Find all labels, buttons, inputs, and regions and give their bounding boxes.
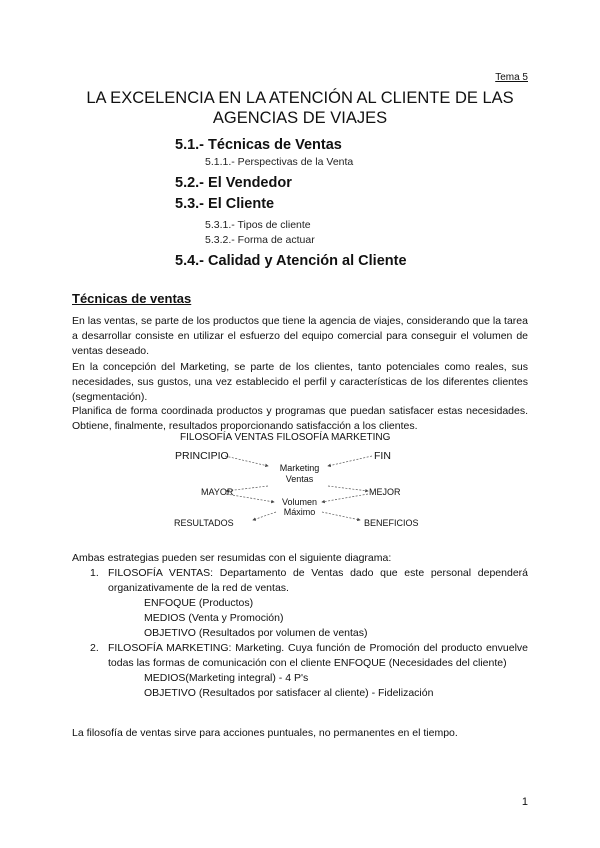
list-item-number: 1.: [90, 567, 99, 579]
list-subitem: ENFOQUE (Productos): [144, 597, 254, 609]
toc-section-5-3: 5.3.- El Cliente: [175, 196, 275, 212]
list-item-number: 2.: [90, 642, 99, 654]
paragraph-marketing: En la concepción del Marketing, se parte de los clientes, tanto potenciales como reales, sus necesidades, sus gustos, una vez establecido el perfil y características de los diferentes clientes (segmentación).: [72, 361, 528, 403]
arrow-fin-to-marketing: [328, 456, 372, 466]
diagram-beneficios: BENEFICIOS: [364, 518, 419, 528]
list-subitem: OBJETIVO (Resultados por volumen de ventas): [144, 627, 368, 639]
list-item-text: FILOSOFÍA MARKETING: Marketing. Cuya función de Promoción del producto envuelve todas las formas de comunicación con el cliente ENFOQUE (Necesidades del cliente): [108, 642, 528, 669]
topic-label: Tema 5: [495, 72, 528, 83]
list-item: [90, 566, 528, 596]
diagram-mayor: MAYOR: [201, 487, 234, 497]
list-subitem: MEDIOS(Marketing integral) - 4 P's: [144, 672, 309, 684]
toc-section-5-1: 5.1.- Técnicas de Ventas: [175, 137, 342, 153]
list-item-text: FILOSOFÍA VENTAS: Departamento de Ventas dado que este personal dependerá organizativamente de la red de ventas.: [108, 567, 528, 594]
toc-section-5-2: 5.2.- El Vendedor: [175, 175, 292, 191]
summary-intro: Ambas estrategias pueden ser resumidas con el siguiente diagrama:: [72, 552, 392, 564]
toc-subsection-5-1-1: 5.1.1.- Perspectivas de la Venta: [205, 156, 354, 168]
diagram-maximo: Máximo: [283, 507, 316, 517]
paragraph-sales: En las ventas, se parte de los productos que tiene la agencia de viajes, considerando que la tarea a desarrollar consiste en utilizar el esfuerzo del equipo comercial para conseguir el volumen de ventas deseado.: [72, 315, 528, 357]
arrow-mejor-to-volumen: [322, 494, 368, 502]
list-item: [90, 641, 528, 671]
paragraph-planning: Planifica de forma coordinada productos y programas que puedan satisfacer estas necesidades. Obtiene, finalmente, resultados proporcionando satisfacción a los clientes.: [72, 405, 528, 432]
closing-paragraph: La filosofía de ventas sirve para acciones puntuales, no permanentes en el tiempo.: [72, 727, 458, 739]
list-subitem: MEDIOS (Venta y Promoción): [144, 612, 284, 624]
title-line-2: AGENCIAS DE VIAJES: [212, 109, 388, 127]
diagram-marketing: Marketing: [279, 463, 320, 473]
page-number: 1: [521, 796, 528, 808]
section-heading: Técnicas de ventas: [72, 291, 192, 306]
philosophy-list: [90, 566, 528, 701]
diagram-resultados: RESULTADOS: [174, 518, 234, 528]
arrow-maximo-to-beneficios: [322, 512, 360, 520]
diagram-heading: FILOSOFÍA VENTAS FILOSOFÍA MARKETING: [180, 432, 391, 443]
diagram-volumen: Volumen: [281, 497, 318, 507]
diagram-ventas: Ventas: [285, 474, 314, 484]
diagram-fin: FIN: [374, 450, 391, 462]
title-line-1: LA EXCELENCIA EN LA ATENCIÓN AL CLIENTE DE LAS: [86, 89, 514, 107]
arrow-ventas-to-mejor: [328, 486, 368, 491]
toc-subsection-5-3-1: 5.3.1.- Tipos de cliente: [205, 219, 311, 231]
toc-section-5-4: 5.4.- Calidad y Atención al Cliente: [175, 253, 407, 269]
diagram-principio: PRINCIPIO: [175, 450, 229, 462]
arrow-principio-to-marketing: [225, 456, 268, 466]
list-subitem: OBJETIVO (Resultados por satisfacer al cliente) - Fidelización: [144, 687, 434, 699]
diagram-mejor: MEJOR: [369, 487, 401, 497]
toc-subsection-5-3-2: 5.3.2.- Forma de actuar: [205, 234, 315, 246]
